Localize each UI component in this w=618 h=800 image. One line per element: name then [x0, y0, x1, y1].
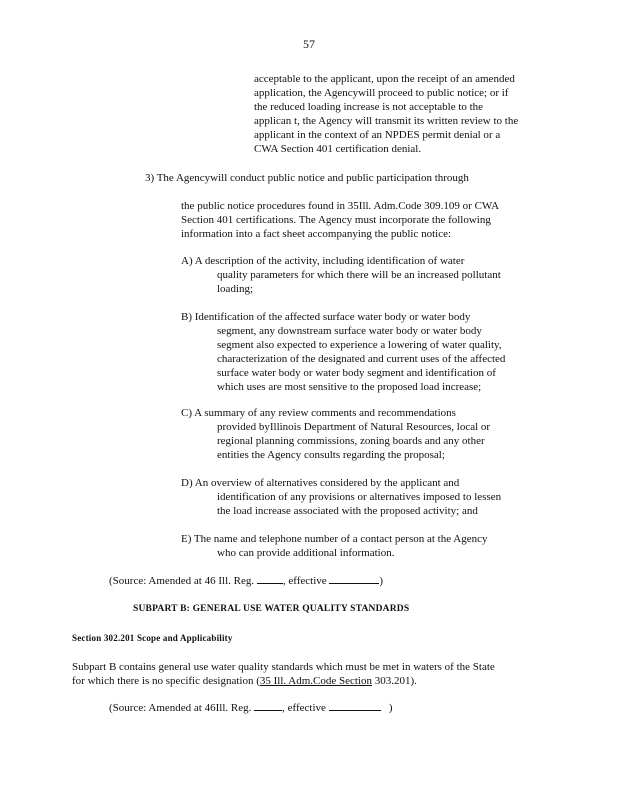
- list-item-e: [181, 532, 487, 560]
- source-suffix: ): [379, 575, 384, 587]
- list-item-c: [181, 406, 490, 462]
- page-number: 57: [303, 37, 315, 51]
- text-line: information into a fact sheet accompanying the public notice:: [181, 228, 452, 240]
- text-line: which uses are most sensitive to the proposed load increase;: [217, 381, 482, 393]
- text-line: Subpart B contains general use water quality standards which must be met in waters of the State: [72, 661, 495, 673]
- text-line: provided byIllinois Department of Natural Resources, local or: [217, 421, 491, 433]
- text-line: [72, 674, 495, 688]
- text-line: quality parameters for which there will be an increased pollutant: [217, 269, 501, 281]
- text-line: the load increase associated with the proposed activity; and: [217, 505, 478, 517]
- source-suffix: ): [388, 702, 393, 714]
- list-item-d: [181, 476, 501, 518]
- text-line: identification of any provisions or alternatives imposed to lessen: [217, 491, 502, 503]
- text-line: applicant in the context of an NPDES permit denial or a: [254, 129, 501, 141]
- text-line: B) Identification of the affected surface water body or water body: [181, 311, 471, 323]
- text-fragment: 303.201).: [374, 675, 417, 687]
- blank-line: [257, 573, 283, 584]
- text-line: regional planning commissions, zoning boards and any other: [217, 435, 485, 447]
- text-line: the reduced loading increase is not acceptable to the: [254, 101, 484, 113]
- body-paragraph: [72, 660, 495, 688]
- item-3-heading: 3) The Agencywill conduct public notice and public participation through: [145, 172, 469, 184]
- text-line: acceptable to the applicant, upon the receipt of an amended: [254, 73, 515, 85]
- text-line: D) An overview of alternatives considered by the applicant and: [181, 477, 460, 489]
- text-line: Section 401 certifications. The Agency must incorporate the following: [181, 214, 491, 226]
- text-line: surface water body or water body segment and identification of: [217, 367, 496, 379]
- text-line: application, the Agencywill proceed to public notice; or if: [254, 87, 509, 99]
- text-line: loading;: [217, 283, 254, 295]
- source-middle: , effective: [282, 575, 327, 587]
- source-prefix: (Source: Amended at 46 Ill. Reg.: [109, 575, 255, 587]
- text-line: applican t, the Agency will transmit its written review to the: [254, 115, 519, 127]
- text-line: characterization of the designated and current uses of the affected: [217, 353, 506, 365]
- subpart-heading: SUBPART B: GENERAL USE WATER QUALITY STANDARDS: [133, 604, 410, 614]
- blank-line: [254, 700, 282, 711]
- text-line: C) A summary of any review comments and recommendations: [181, 407, 456, 419]
- text-line: segment, any downstream surface water body or water body: [217, 325, 482, 337]
- text-line: E) The name and telephone number of a contact person at the Agency: [181, 533, 488, 545]
- text-line: CWA Section 401 certification denial.: [254, 143, 422, 155]
- text-fragment: for which there is no specific designation (: [72, 675, 260, 687]
- source-note: [109, 573, 383, 588]
- section-heading: Section 302.201 Scope and Applicability: [72, 633, 233, 643]
- blank-line: [329, 573, 379, 584]
- paragraph-continuation: [254, 72, 518, 156]
- text-line: segment also expected to experience a lowering of water quality,: [217, 339, 502, 351]
- item-3-body: [181, 199, 499, 241]
- list-item-a: [181, 254, 501, 296]
- source-note: [109, 700, 393, 715]
- text-line: entities the Agency consults regarding the proposal;: [217, 449, 445, 461]
- blank-line: [329, 700, 381, 711]
- text-line: A) A description of the activity, including identification of water: [181, 255, 465, 267]
- text-line: who can provide additional information.: [217, 547, 395, 559]
- citation-link: 35 Ill. Adm.Code Section: [259, 675, 372, 687]
- list-item-b: [181, 310, 505, 394]
- source-prefix: (Source: Amended at 46Ill. Reg.: [109, 702, 252, 714]
- source-middle: , effective: [282, 702, 326, 714]
- text-line: the public notice procedures found in 35Ill. Adm.Code 309.109 or CWA: [181, 200, 500, 212]
